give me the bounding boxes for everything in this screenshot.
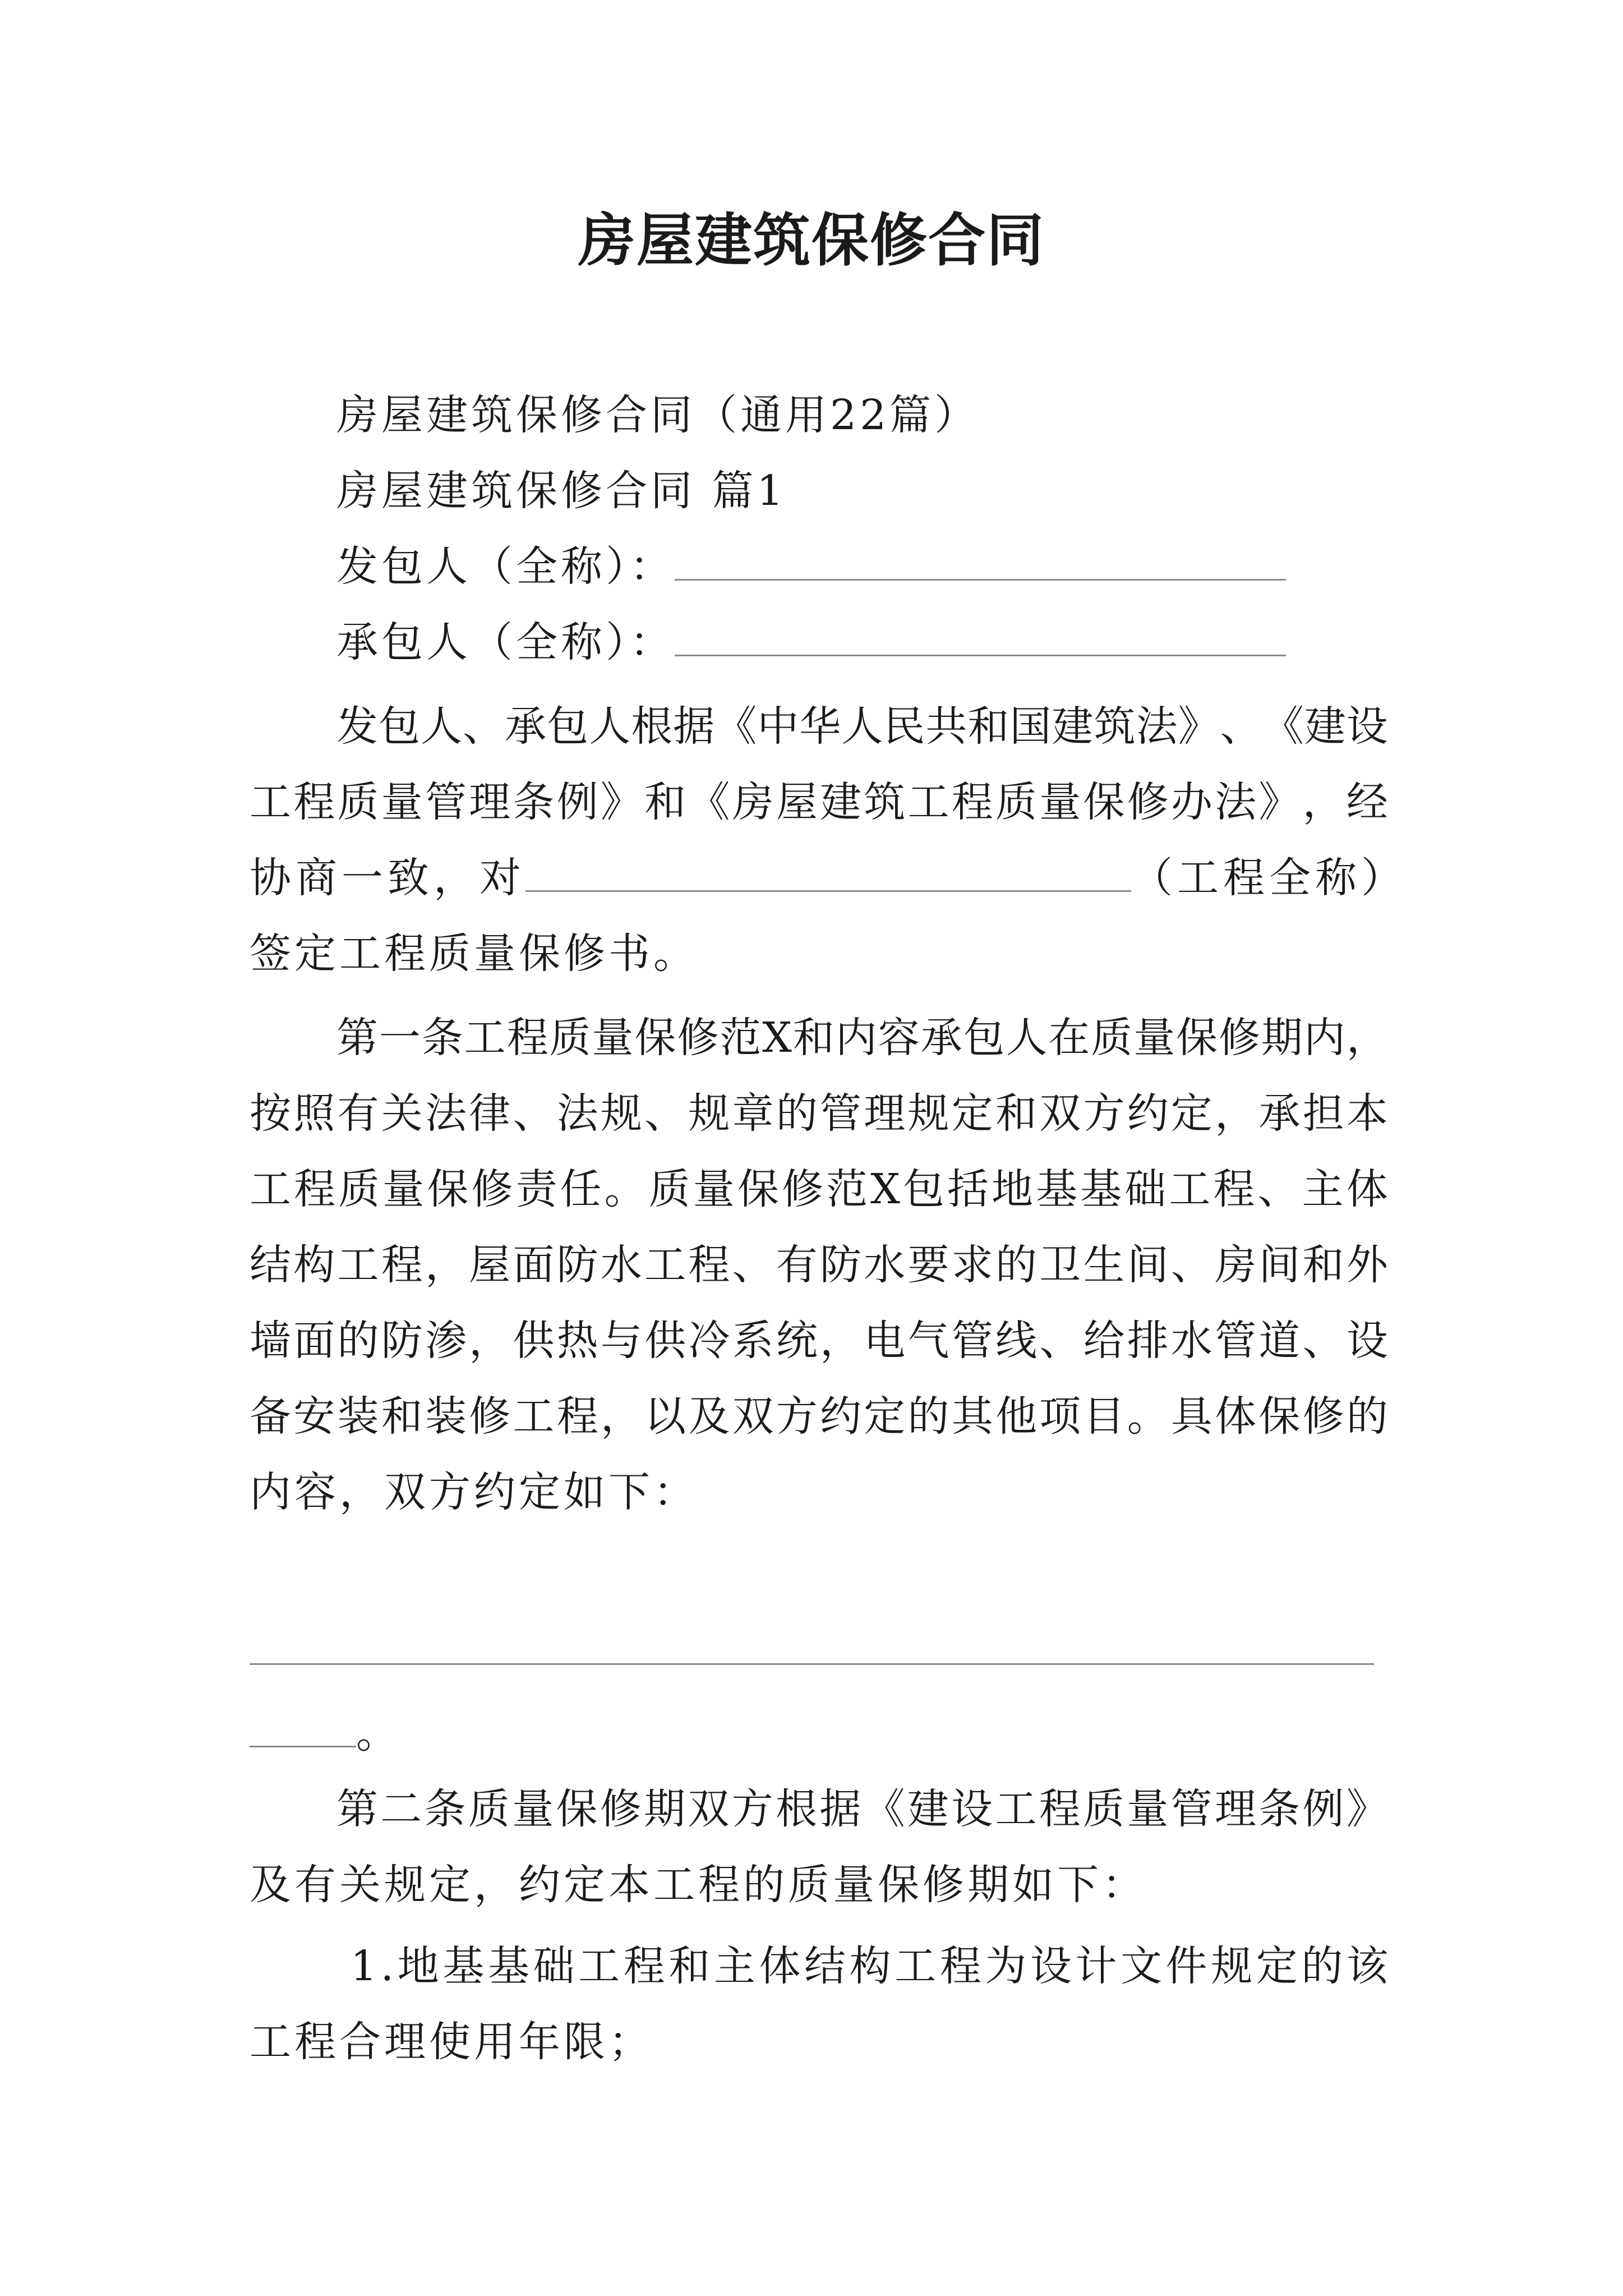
article2-line: 及有关规定，约定本工程的质量保修期如下： (250, 1861, 1147, 1909)
employer-field (336, 539, 1286, 595)
article2-line: 第 二 条 质 量 保 修 期 双 方 根 据 《 建 设 工 程 质 量 管 理 条 例 》 (336, 1785, 1388, 1833)
contractor-field (336, 614, 1286, 670)
intro-line: 工 程 质 量 管 理 条 例 》 和 《 房 屋 建 筑 工 程 质 量 保 修 办 法 》 ， 经 (250, 778, 1388, 826)
article1-line: 结 构 工 程 ， 屋 面 防 水 工 程 、 有 防 水 要 求 的 卫 生 间 、 房 间 和 外 (250, 1241, 1388, 1289)
article1-line: 内容，双方约定如下： (250, 1468, 698, 1516)
article1-line: 工 程 质 量 保 修 责 任 。 质 量 保 修 范 X 包 括 地 基 基 础 工 程 、 主 体 (250, 1165, 1388, 1213)
contractor-label: 承包人（全称）： (336, 618, 675, 666)
intro-project-line (250, 850, 1427, 906)
intro-line: 签定工程质量保修书。 (250, 930, 698, 978)
item1-line: 1 . 地 基 基 础 工 程 和 主 体 结 构 工 程 为 设 计 文 件 规 定 的 该 (351, 1942, 1388, 1990)
intro-prefix: 协商一致，对 (250, 854, 525, 902)
intro-suffix: （工程全称） (1131, 854, 1407, 902)
article1-line: 按 照 有 关 法 律 、 法 规 、 规 章 的 管 理 规 定 和 双 方 约 定 ， 承 担 本 (250, 1089, 1388, 1138)
section-heading: 房屋建筑保修合同 篇1 (336, 467, 787, 515)
item1-line: 工程合理使用年限； (250, 2018, 653, 2066)
contractor-name-blank[interactable] (675, 615, 1286, 656)
intro-line: 发 包 人 、 承 包 人 根 据 《 中 华 人 民 共 和 国 建 筑 法 》 、 《 建 设 (336, 702, 1388, 751)
project-name-blank[interactable] (525, 851, 1131, 892)
article1-line: 备 安 装 和 装 修 工 程 ， 以 及 双 方 约 定 的 其 他 项 目 。 具 体 保 修 的 (250, 1392, 1388, 1441)
article1-line: 第 一 条 工 程 质 量 保 修 范 X 和 内 容 承 包 人 在 质 量 保 修 期 内 ， (336, 1014, 1388, 1062)
document-title: 房屋建筑保修合同 (578, 208, 1045, 274)
period-mark: 。 (356, 1709, 401, 1757)
article1-content-blank[interactable] (250, 1663, 1374, 1665)
employer-label: 发包人（全称）： (336, 542, 675, 591)
article1-line: 墙 面 的 防 渗 ， 供 热 与 供 冷 系 统 ， 电 气 管 线 、 给 排 水 管 道 、 设 (250, 1317, 1388, 1365)
article1-content-blank-end[interactable] (250, 1706, 356, 1747)
document-subtitle: 房屋建筑保修合同（通用22篇） (336, 391, 980, 439)
article1-blank-end (250, 1705, 401, 1761)
employer-name-blank[interactable] (675, 540, 1286, 581)
